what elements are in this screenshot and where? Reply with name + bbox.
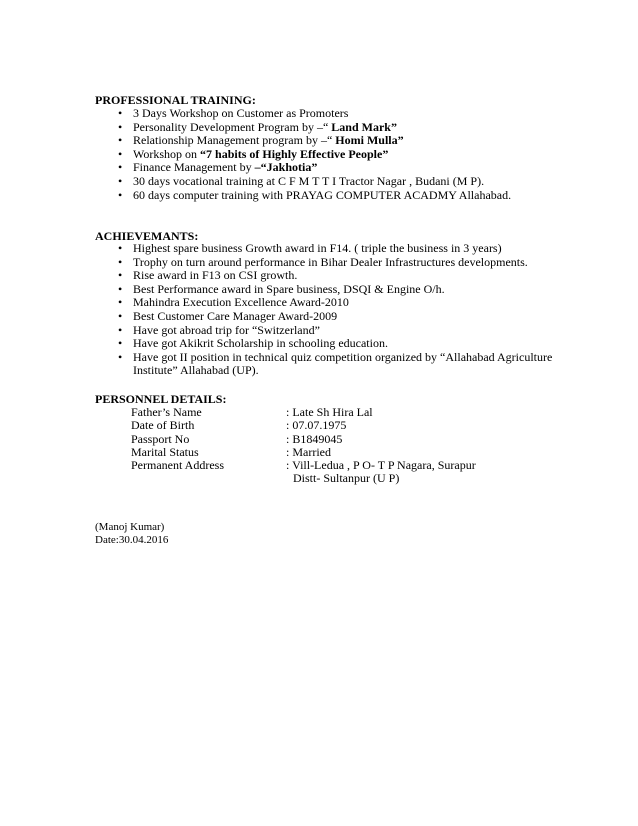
list-item: • Best Performance award in Spare business, DSQI & Engine O/h.: [133, 283, 553, 297]
detail-label: Marital Status: [131, 444, 199, 459]
list-item: • Relationship Management program by –“ Homi Mulla”: [133, 134, 553, 148]
detail-row: [131, 446, 561, 459]
training-list: [133, 107, 553, 202]
detail-value: : B1849045: [286, 431, 343, 446]
list-item: • Trophy on turn around performance in Bihar Dealer Infrastructures developments.: [133, 256, 553, 270]
achievements-list: [133, 242, 553, 378]
list-item: • Have got abroad trip for “Switzerland”: [133, 324, 553, 338]
detail-value: : 07.07.1975: [286, 418, 347, 433]
training-heading: PROFESSIONAL TRAINING:: [95, 93, 256, 107]
address-line-2: Distt- Sultanpur (U P): [293, 471, 400, 486]
list-item: • Mahindra Execution Excellence Award-2010: [133, 296, 553, 310]
detail-row: [131, 406, 561, 419]
detail-row: [131, 433, 561, 446]
detail-row: [131, 459, 561, 472]
list-item: • Have got II position in technical quiz competition organized by “Allahabad Agriculture Institute” Allahabad (UP).: [133, 351, 553, 378]
detail-label: Passport No: [131, 431, 190, 446]
personal-details: [131, 406, 561, 486]
list-item: • Best Customer Care Manager Award-2009: [133, 310, 553, 324]
detail-value: : Married: [286, 444, 331, 459]
detail-label: Date of Birth: [131, 418, 195, 433]
detail-label: Father’s Name: [131, 405, 202, 419]
signature-date: Date:30.04.2016: [95, 534, 169, 546]
detail-value: : Late Sh Hira Lal: [286, 405, 373, 419]
list-item: • Finance Management by –“Jakhotia”: [133, 161, 553, 175]
signature-block: [95, 521, 168, 547]
list-item: • Have got Akikrit Scholarship in schooling education.: [133, 337, 553, 351]
list-item: • 30 days vocational training at C F M T T I Tractor Nagar , Budani (M P).: [133, 175, 553, 189]
list-item: • Rise award in F13 on CSI growth.: [133, 269, 553, 283]
detail-row: [131, 419, 561, 432]
achievements-heading: ACHIEVEMANTS:: [95, 229, 199, 243]
list-item: • Highest spare business Growth award in F14. ( triple the business in 3 years): [133, 242, 553, 256]
detail-row: [131, 472, 561, 485]
detail-label: Permanent Address: [131, 458, 224, 473]
list-item: • Personality Development Program by –“ Land Mark”: [133, 121, 553, 135]
list-item: • 3 Days Workshop on Customer as Promoters: [133, 107, 553, 121]
list-item: • Workshop on “7 habits of Highly Effective People”: [133, 148, 553, 162]
personal-heading: PERSONNEL DETAILS:: [95, 392, 227, 406]
signature-name: (Manoj Kumar): [95, 521, 165, 533]
list-item: • 60 days computer training with PRAYAG COMPUTER ACADMY Allahabad.: [133, 189, 553, 203]
detail-value: : Vill-Ledua , P O- T P Nagara, Surapur: [286, 458, 476, 473]
